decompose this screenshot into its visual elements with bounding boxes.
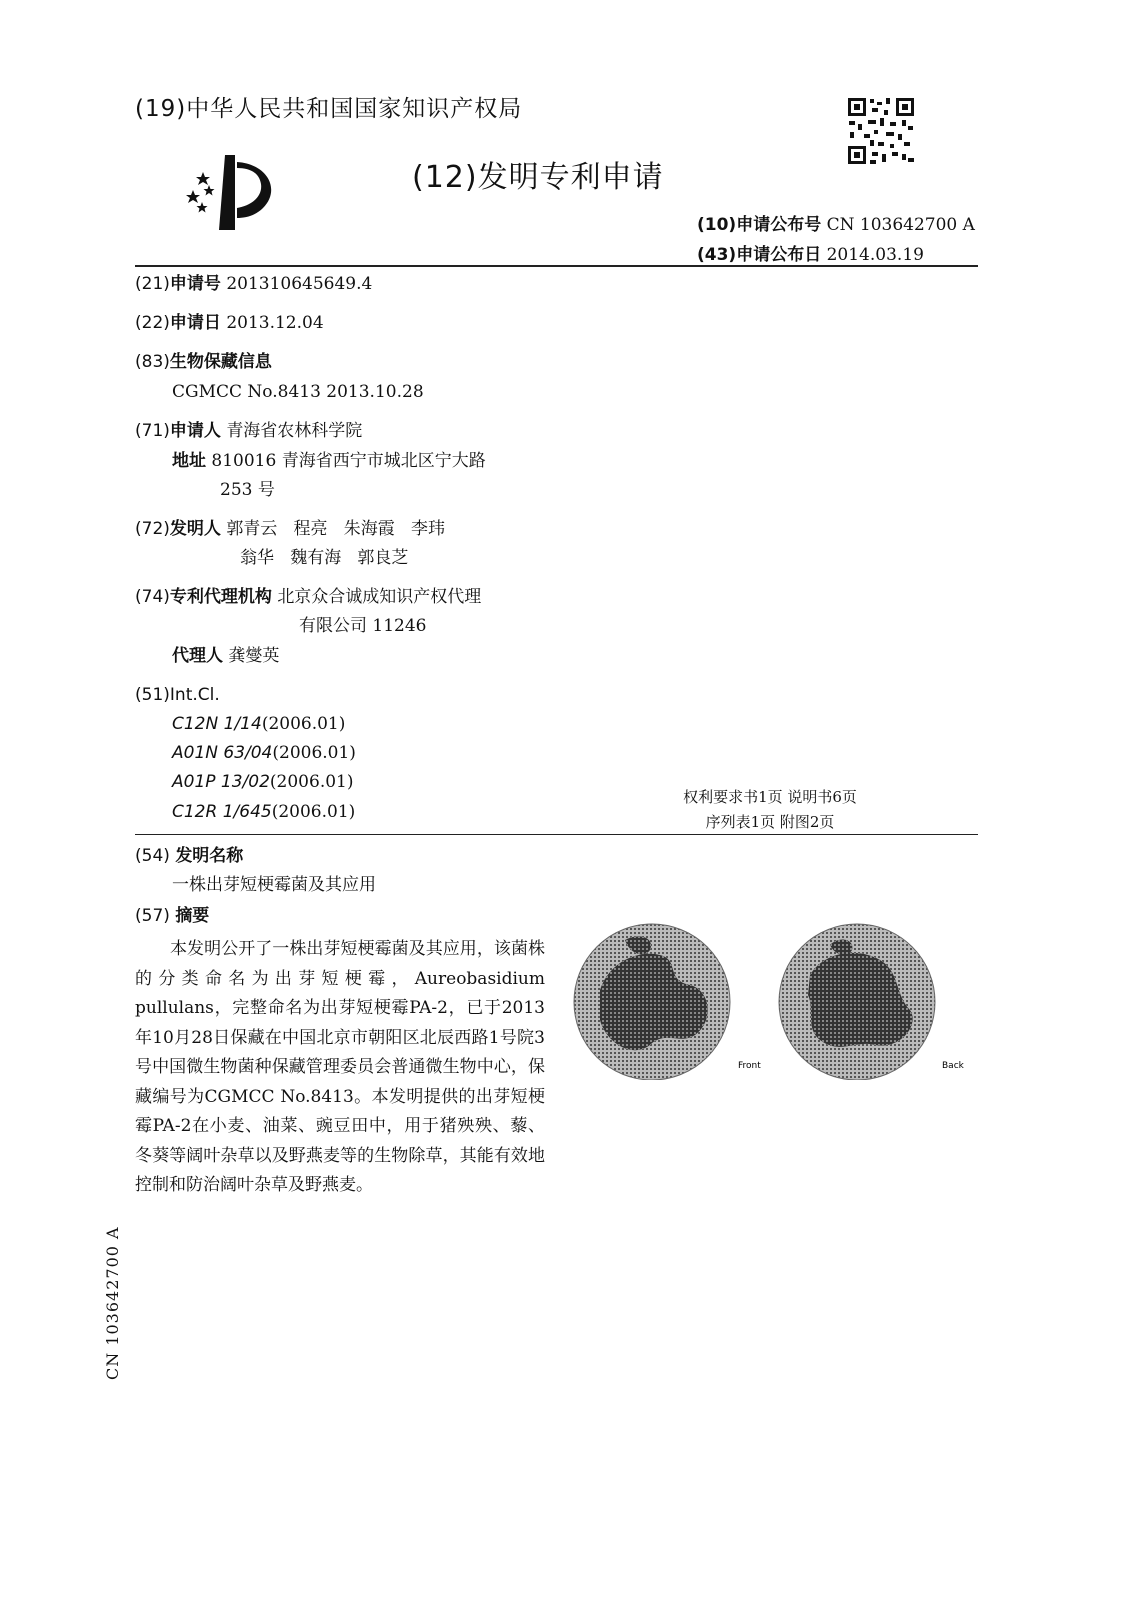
ipc-item: C12R 1/645(2006.01) [172,802,356,822]
petri-dish-front [574,924,730,1080]
application-number: (21)申请号 201310645649.4 [135,274,373,294]
inventors-line2: 翁华 魏有海 郭良芝 [240,548,409,568]
filing-date: (22)申请日 2013.12.04 [135,313,324,333]
qr-code-icon [846,96,916,166]
applicant-address-line2: 253 号 [220,480,275,500]
page-counts-line1: 权利要求书1页 说明书6页 [683,788,857,806]
document-type: (12)发明专利申请 [412,160,664,195]
cnipa-emblem-icon [183,150,283,235]
figure-label-front: Front [738,1061,761,1071]
invention-title-heading: (54) 发明名称 [135,846,244,866]
invention-title: 一株出芽短梗霉菌及其应用 [172,875,376,895]
abstract-heading: (57) 摘要 [135,906,210,926]
ipc-item: C12N 1/14(2006.01) [172,714,346,734]
patent-agency-line2: 有限公司 11246 [299,616,427,636]
ipc-heading: (51)Int.Cl. [135,685,220,705]
abstract-figure [570,920,970,1080]
abstract-text: 本发明公开了一株出芽短梗霉菌及其应用，该菌株的分类命名为出芽短梗霉，Aureobasidium pullulans，完整命名为出芽短梗霉PA-2，已于2013年10月28日保藏在中国北京市朝阳区北辰西路1号院3号中国微生物菌种保藏管理委员会普通微生物中心，保藏编号为CGMCC No.8413。本发明提供的出芽短梗霉PA-2在小麦、油菜、豌豆田中，用于猪殃殃、藜、冬葵等阔叶杂草以及野燕麦等的生物除草，其能有效地控制和防治阔叶杂草及野燕麦。 [135,939,545,1195]
publication-number: (10)申请公布号 CN 103642700 A [697,215,975,235]
deposit-info-value: CGMCC No.8413 2013.10.28 [172,382,424,402]
office-name: (19)中华人民共和国国家知识产权局 [135,96,523,122]
ipc-item: A01N 63/04(2006.01) [172,743,356,763]
patent-agent: 代理人 龚燮英 [172,646,280,666]
applicant-address: 地址 810016 青海省西宁市城北区宁大路 [172,451,486,471]
figure-label-back: Back [942,1061,964,1071]
header-divider [135,265,978,267]
page-counts-line2: 序列表1页 附图2页 [705,813,835,831]
patent-agency: (74)专利代理机构 北京众合诚成知识产权代理 [135,587,482,607]
deposit-info-heading: (83)生物保藏信息 [135,352,272,372]
applicant: (71)申请人 青海省农林科学院 [135,421,363,441]
petri-dish-back [779,924,935,1080]
side-publication-number: CN 103642700 A [103,1226,122,1380]
biblio-divider [135,834,978,835]
publication-date: (43)申请公布日 2014.03.19 [697,245,924,265]
inventors: (72)发明人 郭青云 程亮 朱海霞 李玮 [135,519,445,539]
ipc-item: A01P 13/02(2006.01) [172,772,354,792]
